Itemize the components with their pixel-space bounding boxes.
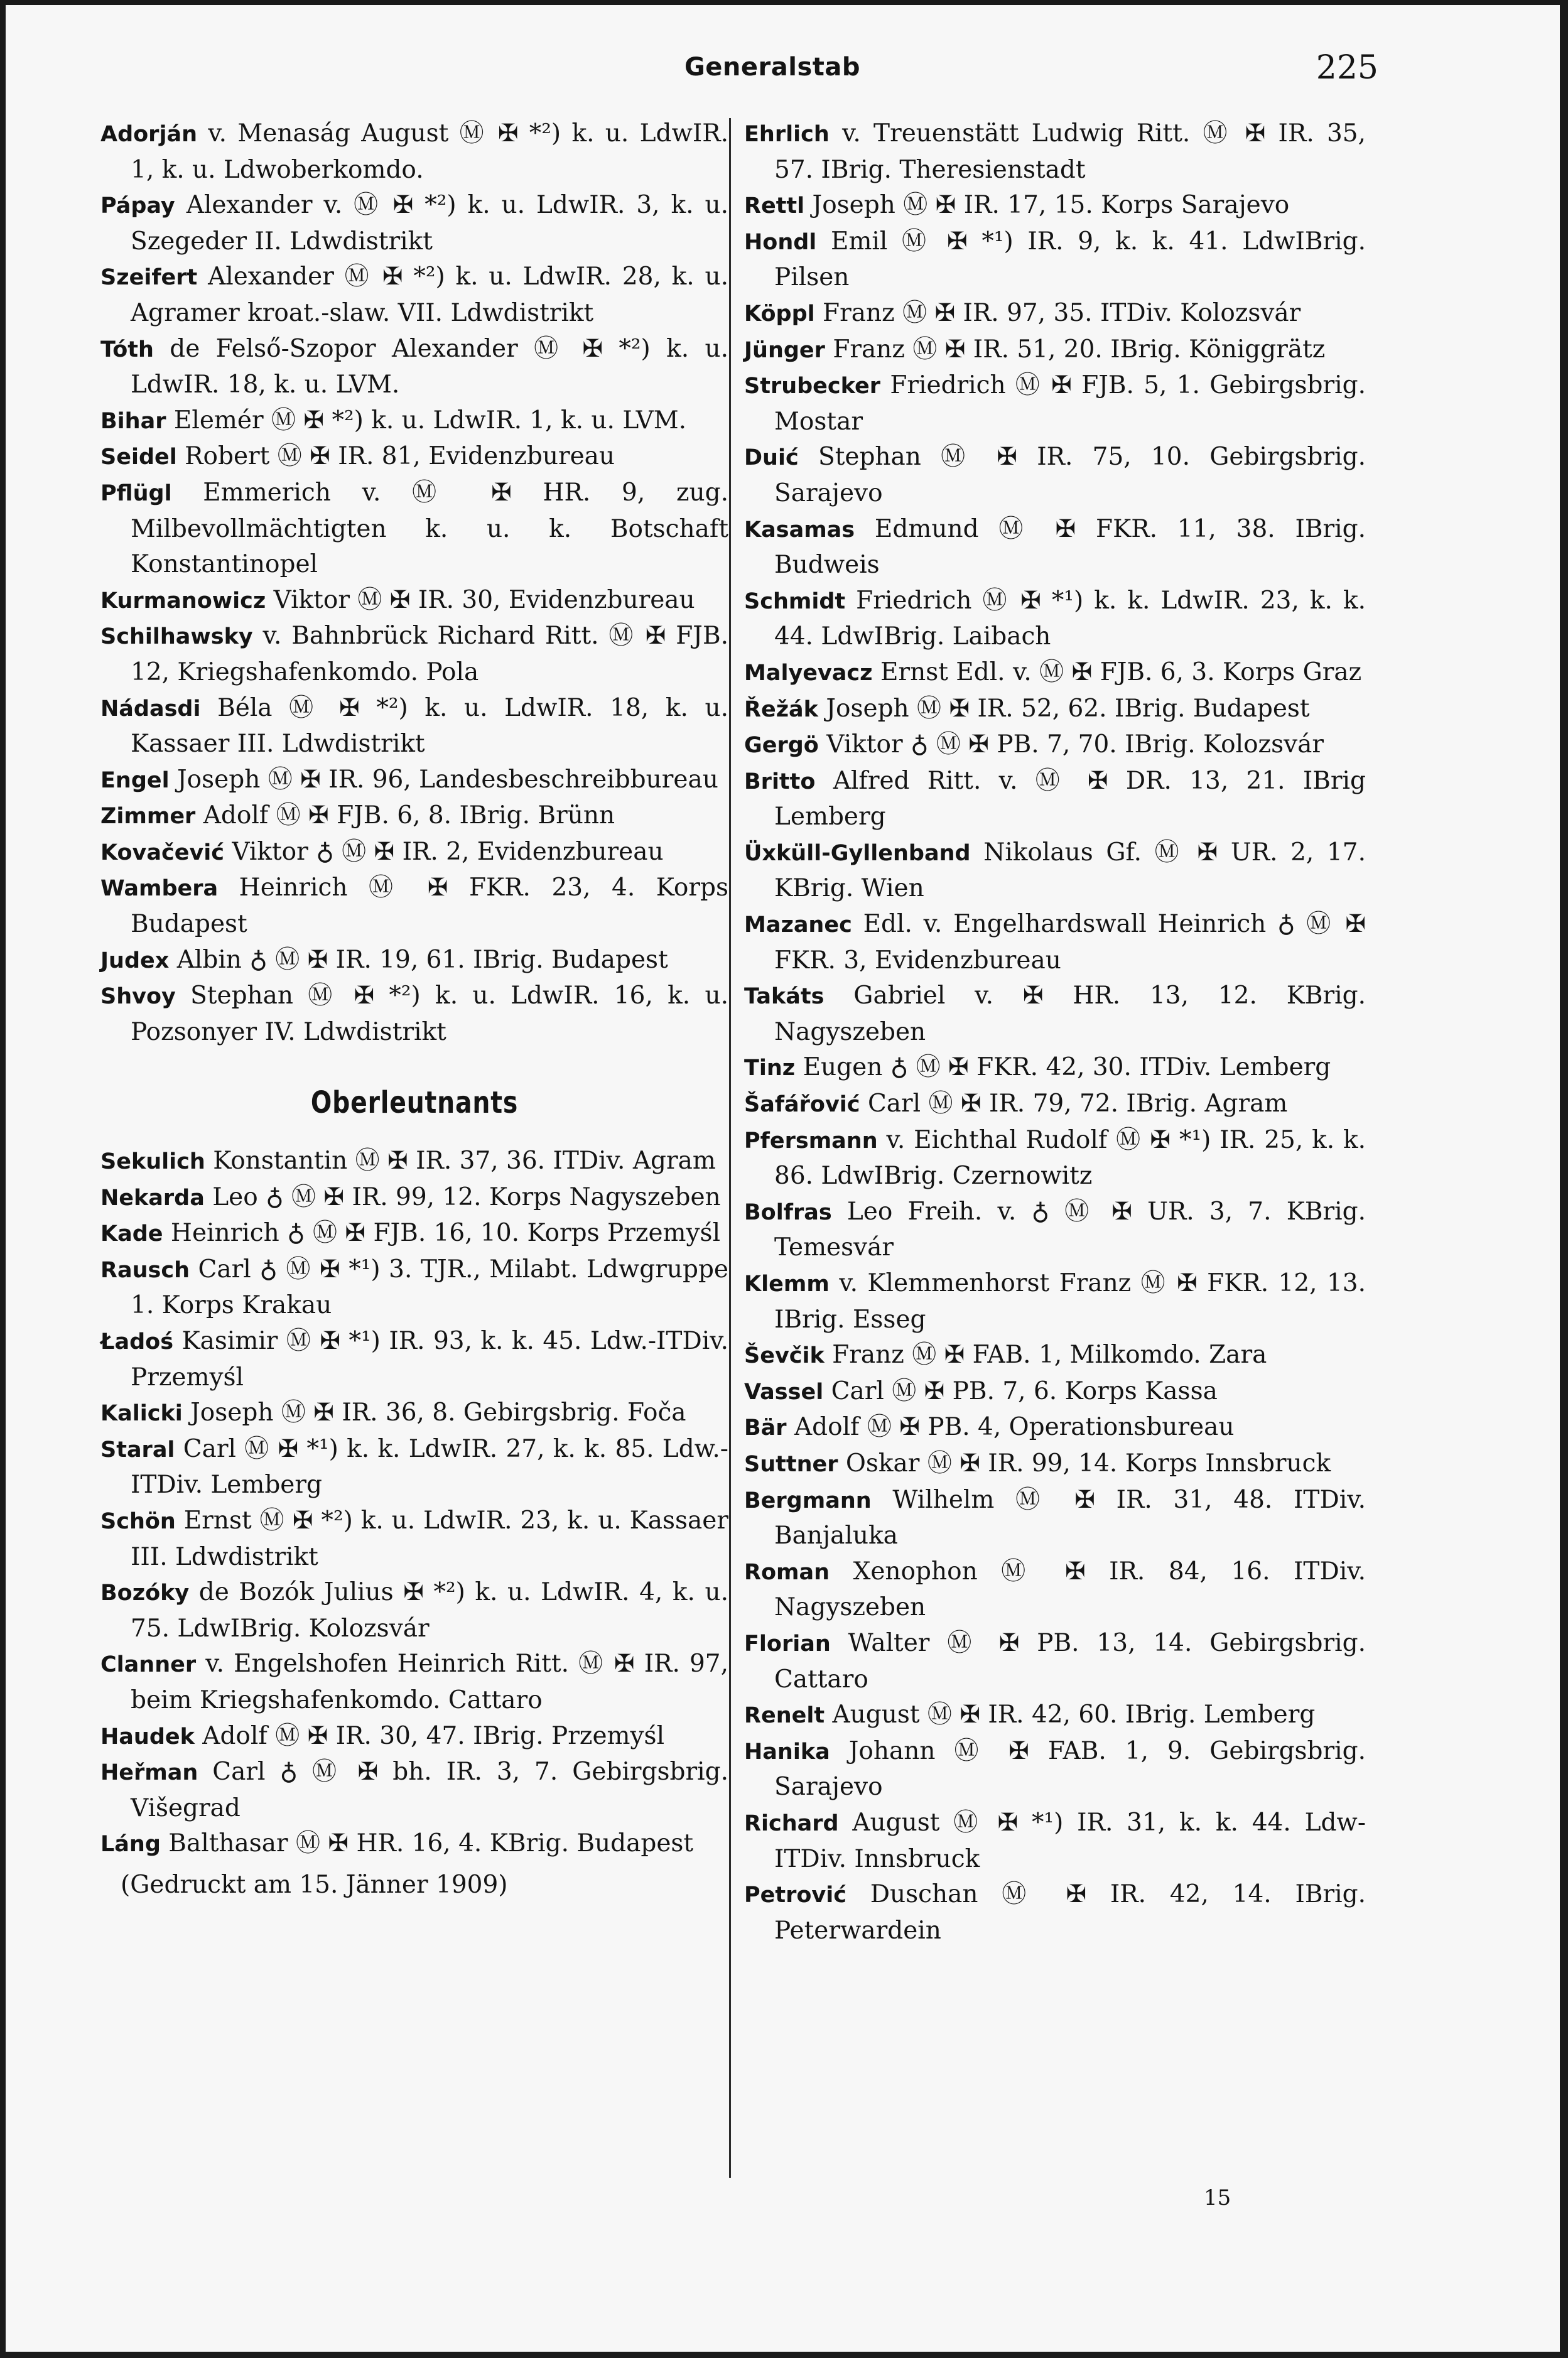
officer-details: August Ⓜ ✠ IR. 42, 60. IBrig. Lemberg <box>825 1701 1316 1729</box>
officer-details: v. Klemmenhorst Franz Ⓜ ✠ FKR. 12, 13. IBrig. Esseg <box>774 1269 1366 1334</box>
officer-details: Elemér Ⓜ ✠ *²) k. u. LdwIR. 1, k. u. LVM. <box>166 406 687 435</box>
officer-details: Eugen ♁ Ⓜ ✠ FKR. 42, 30. ITDiv. Lemberg <box>795 1053 1331 1082</box>
section-title: Oberleutnants <box>310 1085 519 1121</box>
officer-entry <box>744 116 1366 188</box>
officer-surname: Řežák <box>744 696 818 722</box>
officer-details: Alfred Ritt. v. Ⓜ ✠ DR. 13, 21. IBrig Lemberg <box>774 766 1366 831</box>
officer-entry <box>744 512 1366 583</box>
left-column <box>100 116 728 1903</box>
officer-surname: Strubecker <box>744 374 880 399</box>
officer-details: v. Eichthal Rudolf Ⓜ ✠ *¹) IR. 25, k. k. 86. LdwIBrig. Czernowitz <box>774 1125 1366 1191</box>
officer-entry <box>744 1410 1366 1446</box>
officer-details: Friedrich Ⓜ ✠ FJB. 5, 1. Gebirgsbrig. Mostar <box>774 371 1366 436</box>
officer-surname: Kovačević <box>100 840 225 865</box>
entry-list-top <box>100 116 728 1050</box>
officer-details: Ernst Edl. v. Ⓜ ✠ FJB. 6, 3. Korps Graz <box>872 657 1362 686</box>
officer-surname: Schmidt <box>744 588 846 614</box>
officer-entry <box>744 907 1366 978</box>
right-column <box>744 116 1366 1949</box>
officer-entry <box>100 332 728 403</box>
officer-entry <box>100 1719 728 1755</box>
officer-entry <box>744 1554 1366 1626</box>
officer-entry <box>100 619 728 690</box>
officer-entry <box>744 727 1366 764</box>
officer-surname: Ehrlich <box>744 122 830 147</box>
officer-entry <box>744 1697 1366 1734</box>
officer-surname: Jünger <box>744 337 825 363</box>
officer-details: Joseph Ⓜ ✠ IR. 96, Landesbeschreibbureau <box>169 765 718 794</box>
officer-details: de Bozók Julius ✠ *²) k. u. LdwIR. 4, k. u. 75. LdwIBrig. Kolozsvár <box>131 1578 728 1643</box>
officer-details: v. Bahnbrück Richard Ritt. Ⓜ ✠ FJB. 12, Kriegshafenkomdo. Pola <box>131 622 728 686</box>
officer-entry <box>744 655 1366 691</box>
officer-entry <box>100 978 728 1050</box>
officer-details: Duschan Ⓜ ✠ IR. 42, 14. IBrig. Peterwardein <box>774 1880 1366 1945</box>
officer-entry <box>100 1180 728 1216</box>
officer-entry <box>100 870 728 942</box>
officer-surname: Ładoś <box>100 1329 174 1355</box>
officer-surname: Bolfras <box>744 1199 832 1225</box>
officer-entry <box>100 1826 728 1863</box>
officer-entry <box>744 978 1366 1050</box>
officer-entry <box>744 1374 1366 1410</box>
officer-details: Friedrich Ⓜ ✠ *¹) k. k. LdwIR. 23, k. k. 44. LdwIBrig. Laibach <box>774 586 1366 651</box>
officer-surname: Bozóky <box>100 1581 190 1606</box>
officer-surname: Hanika <box>744 1739 830 1765</box>
officer-details: Alexander Ⓜ ✠ *²) k. u. LdwIR. 28, k. u. Agramer kroat.-slaw. VII. Ldwdistrikt <box>131 262 728 327</box>
officer-entry <box>744 1877 1366 1949</box>
officer-entry <box>100 475 728 583</box>
officer-details: Ernst Ⓜ ✠ *²) k. u. LdwIR. 23, k. u. Kassaer III. Ldwdistrikt <box>131 1506 728 1571</box>
officer-entry <box>100 583 728 619</box>
officer-entry <box>100 1647 728 1718</box>
officer-entry <box>100 188 728 259</box>
officer-entry <box>744 1050 1366 1086</box>
officer-surname: Pfersmann <box>744 1128 878 1154</box>
officer-details: Carl ♁ Ⓜ ✠ *¹) 3. TJR., Milabt. Ldwgruppe 1. Korps Krakau <box>131 1255 728 1320</box>
officer-entry <box>100 835 728 871</box>
officer-details: Viktor ♁ Ⓜ ✠ IR. 2, Evidenzbureau <box>224 837 664 866</box>
officer-surname: Wambera <box>100 876 219 902</box>
officer-entry <box>100 1216 728 1252</box>
officer-entry <box>744 332 1366 369</box>
officer-surname: Rausch <box>100 1257 190 1283</box>
officer-details: Edl. v. Engelhardswall Heinrich ♁ Ⓜ ✠ FKR. 3, Evidenzbureau <box>774 910 1366 975</box>
officer-surname: Nekarda <box>100 1185 205 1211</box>
officer-surname: Adorján <box>100 122 197 147</box>
officer-surname: Kade <box>100 1221 163 1247</box>
officer-details: Oskar Ⓜ ✠ IR. 99, 14. Korps Innsbruck <box>838 1449 1331 1478</box>
officer-entry <box>100 116 728 188</box>
officer-details: Gabriel v. ✠ HR. 13, 12. KBrig. Nagyszeben <box>774 982 1366 1046</box>
officer-entry <box>744 835 1366 907</box>
officer-surname: Roman <box>744 1559 830 1585</box>
officer-surname: Florian <box>744 1631 831 1657</box>
officer-surname: Tinz <box>744 1056 796 1081</box>
officer-details: Konstantin Ⓜ ✠ IR. 37, 36. ITDiv. Agram <box>205 1147 716 1176</box>
officer-entry <box>100 1144 728 1180</box>
officer-surname: Bergmann <box>744 1488 872 1513</box>
column-divider <box>729 118 731 2178</box>
page-header <box>100 44 1378 100</box>
officer-details: Carl Ⓜ ✠ IR. 79, 72. IBrig. Agram <box>860 1090 1288 1118</box>
officer-surname: Schön <box>100 1508 176 1534</box>
officer-entry <box>744 1483 1366 1554</box>
officer-surname: Richard <box>744 1810 839 1836</box>
officer-entry <box>744 583 1366 655</box>
officer-entry <box>100 798 728 835</box>
officer-entry <box>100 1324 728 1395</box>
officer-details: Carl Ⓜ ✠ *¹) k. k. LdwIR. 27, k. k. 85. Ldw.-ITDiv. Lemberg <box>131 1434 728 1500</box>
entry-list-right <box>744 116 1366 1949</box>
officer-details: Kasimir Ⓜ ✠ *¹) IR. 93, k. k. 45. Ldw.-ITDiv. Przemyśl <box>131 1327 728 1392</box>
officer-entry <box>744 764 1366 835</box>
officer-details: v. Menaság August Ⓜ ✠ *²) k. u. LdwIR. 1, k. u. Ldwoberkomdo. <box>131 119 728 184</box>
officer-details: Joseph Ⓜ ✠ IR. 52, 62. IBrig. Budapest <box>818 694 1310 723</box>
officer-details: Alexander v. Ⓜ ✠ *²) k. u. LdwIR. 3, k. u. Szegeder II. Ldwdistrikt <box>131 191 728 256</box>
officer-entry <box>100 1755 728 1826</box>
officer-surname: Ševčik <box>744 1343 825 1369</box>
officer-details: Xenophon Ⓜ ✠ IR. 84, 16. ITDiv. Nagyszeben <box>774 1557 1366 1622</box>
officer-entry <box>100 1503 728 1575</box>
officer-details: Carl Ⓜ ✠ PB. 7, 6. Korps Kassa <box>823 1376 1218 1405</box>
officer-surname: Szeifert <box>100 265 198 291</box>
officer-surname: Renelt <box>744 1703 825 1729</box>
officer-details: Heinrich Ⓜ ✠ FKR. 23, 4. Korps Budapest <box>131 873 728 939</box>
officer-details: Joseph Ⓜ ✠ IR. 36, 8. Gebirgsbrig. Foča <box>182 1398 686 1427</box>
officer-surname: Üxküll-Gyllenband <box>744 840 971 866</box>
officer-surname: Láng <box>100 1832 161 1858</box>
officer-details: Stephan Ⓜ ✠ IR. 75, 10. Gebirgsbrig. Sarajevo <box>774 443 1366 507</box>
officer-entry <box>744 1805 1366 1877</box>
officer-surname: Rettl <box>744 193 805 219</box>
officer-details: v. Treuenstätt Ludwig Ritt. Ⓜ ✠ IR. 35, 57. IBrig. Theresienstadt <box>774 119 1366 184</box>
officer-surname: Tóth <box>100 337 154 362</box>
officer-details: Viktor ♁ Ⓜ ✠ PB. 7, 70. IBrig. Kolozsvár <box>818 730 1324 759</box>
officer-details: Franz Ⓜ ✠ IR. 51, 20. IBrig. Königgrätz <box>825 335 1326 364</box>
entry-list-bottom <box>100 1144 728 1863</box>
officer-details: Joseph Ⓜ ✠ IR. 17, 15. Korps Sarajevo <box>804 191 1290 220</box>
officer-surname: Sekulich <box>100 1149 205 1175</box>
officer-surname: Zimmer <box>100 804 196 830</box>
officer-details: Wilhelm Ⓜ ✠ IR. 31, 48. ITDiv. Banjaluka <box>774 1485 1366 1550</box>
officer-surname: Seidel <box>100 445 177 470</box>
officer-surname: Shvoy <box>100 984 176 1010</box>
officer-surname: Kalicki <box>100 1401 183 1427</box>
officer-surname: Petrović <box>744 1883 846 1908</box>
officer-surname: Haudek <box>100 1724 195 1750</box>
officer-entry <box>744 1734 1366 1805</box>
officer-entry <box>100 1395 728 1432</box>
officer-entry <box>744 1266 1366 1338</box>
officer-surname: Vassel <box>744 1379 824 1405</box>
officer-surname: Köppl <box>744 301 815 327</box>
officer-surname: Takáts <box>744 984 825 1010</box>
officer-details: de Felső-Szopor Alexander Ⓜ ✠ *²) k. u. LdwIR. 18, k. u. LVM. <box>131 334 728 399</box>
officer-surname: Heřman <box>100 1760 198 1786</box>
officer-surname: Britto <box>744 769 816 794</box>
officer-surname: Bär <box>744 1415 787 1441</box>
officer-surname: Gergö <box>744 733 819 759</box>
officer-surname: Nádasdi <box>100 696 201 722</box>
scan-border-top <box>0 0 1568 5</box>
officer-details: Adolf Ⓜ ✠ FJB. 6, 8. IBrig. Brünn <box>195 801 615 830</box>
officer-details: Emil Ⓜ ✠ *¹) IR. 9, k. k. 41. LdwIBrig. Pilsen <box>774 227 1366 292</box>
officer-entry <box>744 1123 1366 1194</box>
officer-entry <box>100 439 728 475</box>
officer-entry <box>744 1086 1366 1123</box>
officer-entry <box>100 1432 728 1503</box>
officer-surname: Pápay <box>100 193 175 219</box>
officer-entry <box>744 440 1366 511</box>
officer-entry <box>744 188 1366 224</box>
scan-border-bottom <box>0 2352 1568 2358</box>
officer-entry <box>744 1194 1366 1266</box>
officer-details: Albin ♁ Ⓜ ✠ IR. 19, 61. IBrig. Budapest <box>169 945 668 974</box>
officer-entry <box>744 368 1366 440</box>
print-date-note: (Gedruckt am 15. Jänner 1909) <box>121 1870 508 1899</box>
officer-surname: Mazanec <box>744 912 852 938</box>
officer-entry <box>100 943 728 979</box>
officer-entry <box>100 403 728 440</box>
scan-border-left <box>0 0 6 2358</box>
officer-entry <box>744 691 1366 728</box>
officer-details: Stephan Ⓜ ✠ *²) k. u. LdwIR. 16, k. u. Pozsonyer IV. Ldwdistrikt <box>131 982 728 1046</box>
officer-details: v. Engelshofen Heinrich Ritt. Ⓜ ✠ IR. 97, beim Kriegshafenkomdo. Cattaro <box>131 1650 728 1714</box>
officer-details: Béla Ⓜ ✠ *²) k. u. LdwIR. 18, k. u. Kassaer III. Ldwdistrikt <box>131 693 728 759</box>
officer-details: Emmerich v. Ⓜ ✠ HR. 9, zug. Milbevollmächtigten k. u. k. Botschaft Konstantinopel <box>131 478 728 579</box>
officer-surname: Pflügl <box>100 480 172 506</box>
officer-surname: Kasamas <box>744 517 855 543</box>
officer-details: August Ⓜ ✠ *¹) IR. 31, k. k. 44. Ldw-ITDiv. Innsbruck <box>774 1808 1366 1873</box>
officer-details: Heinrich ♁ Ⓜ ✠ FJB. 16, 10. Korps Przemyśl <box>163 1219 721 1248</box>
officer-entry <box>744 224 1366 296</box>
officer-details: Leo ♁ Ⓜ ✠ IR. 99, 12. Korps Nagyszeben <box>204 1182 721 1211</box>
officer-surname: Duić <box>744 445 799 471</box>
officer-surname: Suttner <box>744 1451 838 1477</box>
officer-entry <box>100 259 728 331</box>
officer-surname: Malyevacz <box>744 660 873 686</box>
officer-entry <box>100 1575 728 1647</box>
officer-entry <box>100 762 728 799</box>
officer-details: Adolf Ⓜ ✠ PB. 4, Operationsbureau <box>786 1413 1235 1442</box>
officer-details: Franz Ⓜ ✠ IR. 97, 35. ITDiv. Kolozsvár <box>814 298 1301 327</box>
officer-details: Carl ♁ Ⓜ ✠ bh. IR. 3, 7. Gebirgsbrig. Višegrad <box>131 1758 728 1822</box>
officer-details: Viktor Ⓜ ✠ IR. 30, Evidenzbureau <box>266 585 695 614</box>
officer-surname: Bihar <box>100 408 166 434</box>
officer-entry <box>744 1446 1366 1483</box>
officer-details: Franz Ⓜ ✠ FAB. 1, Milkomdo. Zara <box>824 1341 1267 1370</box>
officer-details: Nikolaus Gf. Ⓜ ✠ UR. 2, 17. KBrig. Wien <box>774 838 1366 903</box>
officer-surname: Hondl <box>744 229 817 255</box>
officer-details: Leo Freih. v. ♁ Ⓜ ✠ UR. 3, 7. KBrig. Temesvár <box>774 1197 1366 1262</box>
officer-surname: Judex <box>100 948 170 973</box>
officer-surname: Schilhawsky <box>100 624 253 650</box>
officer-surname: Kurmanowicz <box>100 588 266 614</box>
officer-details: Adolf Ⓜ ✠ IR. 30, 47. IBrig. Przemyśl <box>194 1721 665 1750</box>
officer-surname: Šafářović <box>744 1092 860 1118</box>
officer-details: Robert Ⓜ ✠ IR. 81, Evidenzbureau <box>176 442 615 471</box>
scan-border-right <box>1560 0 1568 2358</box>
officer-entry <box>100 1252 728 1324</box>
page-number: 225 <box>1316 49 1378 87</box>
signature-mark: 15 <box>1204 2185 1231 2210</box>
running-head: Generalstab <box>684 53 861 82</box>
officer-surname: Engel <box>100 767 170 793</box>
officer-entry <box>744 296 1366 332</box>
officer-surname: Staral <box>100 1437 175 1463</box>
officer-surname: Clanner <box>100 1652 197 1678</box>
officer-details: Edmund Ⓜ ✠ FKR. 11, 38. IBrig. Budweis <box>774 514 1366 580</box>
officer-details: Johann Ⓜ ✠ FAB. 1, 9. Gebirgsbrig. Sarajevo <box>774 1736 1366 1802</box>
officer-details: Walter Ⓜ ✠ PB. 13, 14. Gebirgsbrig. Cattaro <box>774 1628 1366 1694</box>
officer-entry <box>744 1626 1366 1697</box>
officer-entry <box>744 1338 1366 1374</box>
officer-surname: Klemm <box>744 1272 830 1297</box>
officer-details: Balthasar Ⓜ ✠ HR. 16, 4. KBrig. Budapest <box>160 1829 694 1858</box>
officer-entry <box>100 691 728 762</box>
